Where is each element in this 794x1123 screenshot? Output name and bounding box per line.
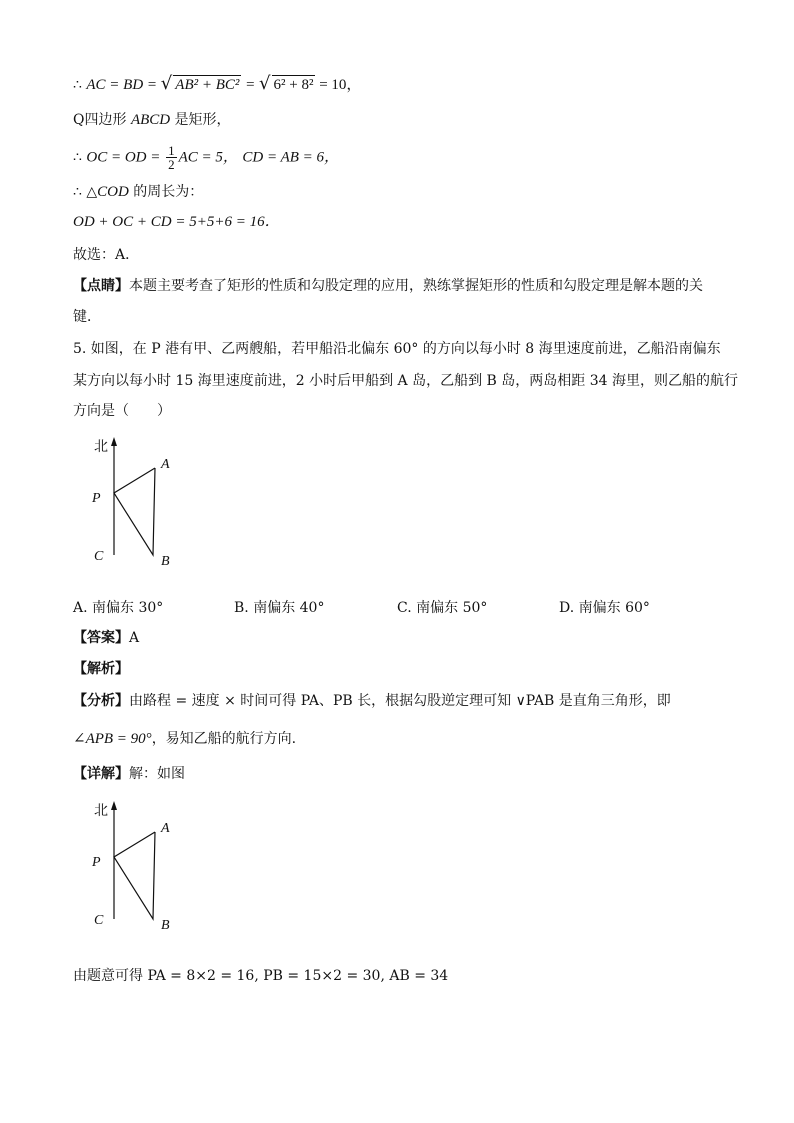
final-line: 由题意可得 PA = 8×2 = 16, PB = 15×2 = 30, AB = 34: [73, 968, 449, 984]
question-line-3: 方向是（ ）: [73, 403, 171, 419]
equation-text: =: [241, 77, 260, 93]
question-text: 如图，在 P 港有甲、乙两艘船，若甲船沿北偏东 60° 的方向以每小时 8 海里速度前进，乙船沿南偏东: [86, 341, 721, 357]
therefore-symbol: ∴: [73, 77, 82, 93]
fraction: $\frac{1}{2}$: [168, 143, 175, 172]
section-tag: 【解析】: [73, 661, 129, 677]
nautical-figure: [85, 435, 195, 570]
text: 由路程 = 速度 × 时间可得 PA、PB 长，根据勾股逆定理可知 ∨PAB 是直角三角形，即: [129, 693, 671, 709]
label-a: A: [161, 457, 170, 472]
option-b[interactable]: B. 南偏东 40°: [234, 600, 325, 616]
line-dianjing: [73, 276, 703, 296]
sqrt-icon: √: [259, 73, 271, 94]
math-text: ABCD: [130, 112, 171, 128]
triangle-pab: [114, 832, 155, 919]
line-perimeter-sum: [73, 212, 280, 232]
label-b: B: [161, 554, 170, 569]
radicand: AB² + BC²: [175, 77, 240, 93]
because-symbol: Q: [73, 112, 85, 128]
section-tag: 【答案】: [73, 630, 129, 646]
option-c[interactable]: C. 南偏东 50°: [397, 600, 488, 616]
text: 本题主要考查了矩形的性质和勾股定理的应用，熟练掌握矩形的性质和勾股定理是解本题的关: [129, 278, 703, 294]
triangle-pab: [114, 468, 155, 555]
text: 解：如图: [129, 766, 185, 782]
text: 是矩形，: [170, 112, 231, 128]
option-d[interactable]: D. 南偏东 60°: [559, 600, 650, 616]
analysis-line-2: [73, 729, 296, 749]
equation-text: AC = 5，: [178, 149, 238, 166]
answer-value: A: [129, 630, 140, 646]
label-north: 北: [94, 804, 108, 819]
line-dianjing-2: 键．: [73, 309, 101, 325]
section-tag: 【分析】: [73, 693, 129, 709]
therefore-symbol: ∴: [73, 184, 82, 200]
radicand: 6² + 8²: [273, 77, 314, 93]
answer-line: [73, 628, 139, 648]
line-perimeter-label: [73, 182, 203, 202]
question-number: 5.: [73, 341, 87, 357]
equation-text: CD = AB = 6，: [242, 149, 340, 166]
text: 的周长为：: [128, 184, 204, 200]
option-a[interactable]: A. 南偏东 30°: [73, 600, 164, 616]
equation-text: OD + OC + CD = 5+5+6 = 16．: [73, 214, 280, 230]
equation-text: OC = OD =: [86, 149, 165, 166]
arrow-up-icon: [111, 437, 117, 446]
label-p: P: [92, 491, 101, 506]
detail-line: [73, 764, 185, 784]
analysis-line-1: [73, 691, 671, 711]
triangle-icon: △: [86, 184, 98, 200]
label-c: C: [94, 913, 104, 928]
line-ac-bd: [73, 74, 361, 95]
section-tag: 【详解】: [73, 766, 129, 782]
label-c: C: [94, 549, 104, 564]
line-rectangle: [73, 110, 231, 130]
arrow-up-icon: [111, 801, 117, 810]
label-p: P: [92, 855, 101, 870]
section-tag: 【点睛】: [73, 278, 129, 294]
text: 四边形: [84, 112, 131, 128]
label-north: 北: [94, 440, 108, 455]
jiexi-line: [73, 659, 129, 679]
line-oc-od: [73, 144, 339, 171]
question-line-2: 某方向以每小时 15 海里速度前进，2 小时后甲船到 A 岛，乙船到 B 岛，两岛相距 34 海里，则乙船的航行: [73, 373, 738, 389]
label-b: B: [161, 918, 170, 933]
question-line-1: [73, 339, 721, 359]
math-text: ∠APB = 90°: [73, 731, 152, 747]
text: ，易知乙船的航行方向.: [151, 731, 297, 747]
math-text: COD: [97, 184, 129, 200]
equation-text: = 10，: [315, 77, 362, 93]
sqrt-icon: √: [160, 73, 173, 94]
nautical-figure-2: [85, 799, 195, 934]
equation-text: AC = BD =: [86, 77, 161, 93]
label-a: A: [161, 821, 170, 836]
therefore-symbol: ∴: [73, 149, 82, 166]
line-choice: 故选：A．: [73, 247, 140, 263]
